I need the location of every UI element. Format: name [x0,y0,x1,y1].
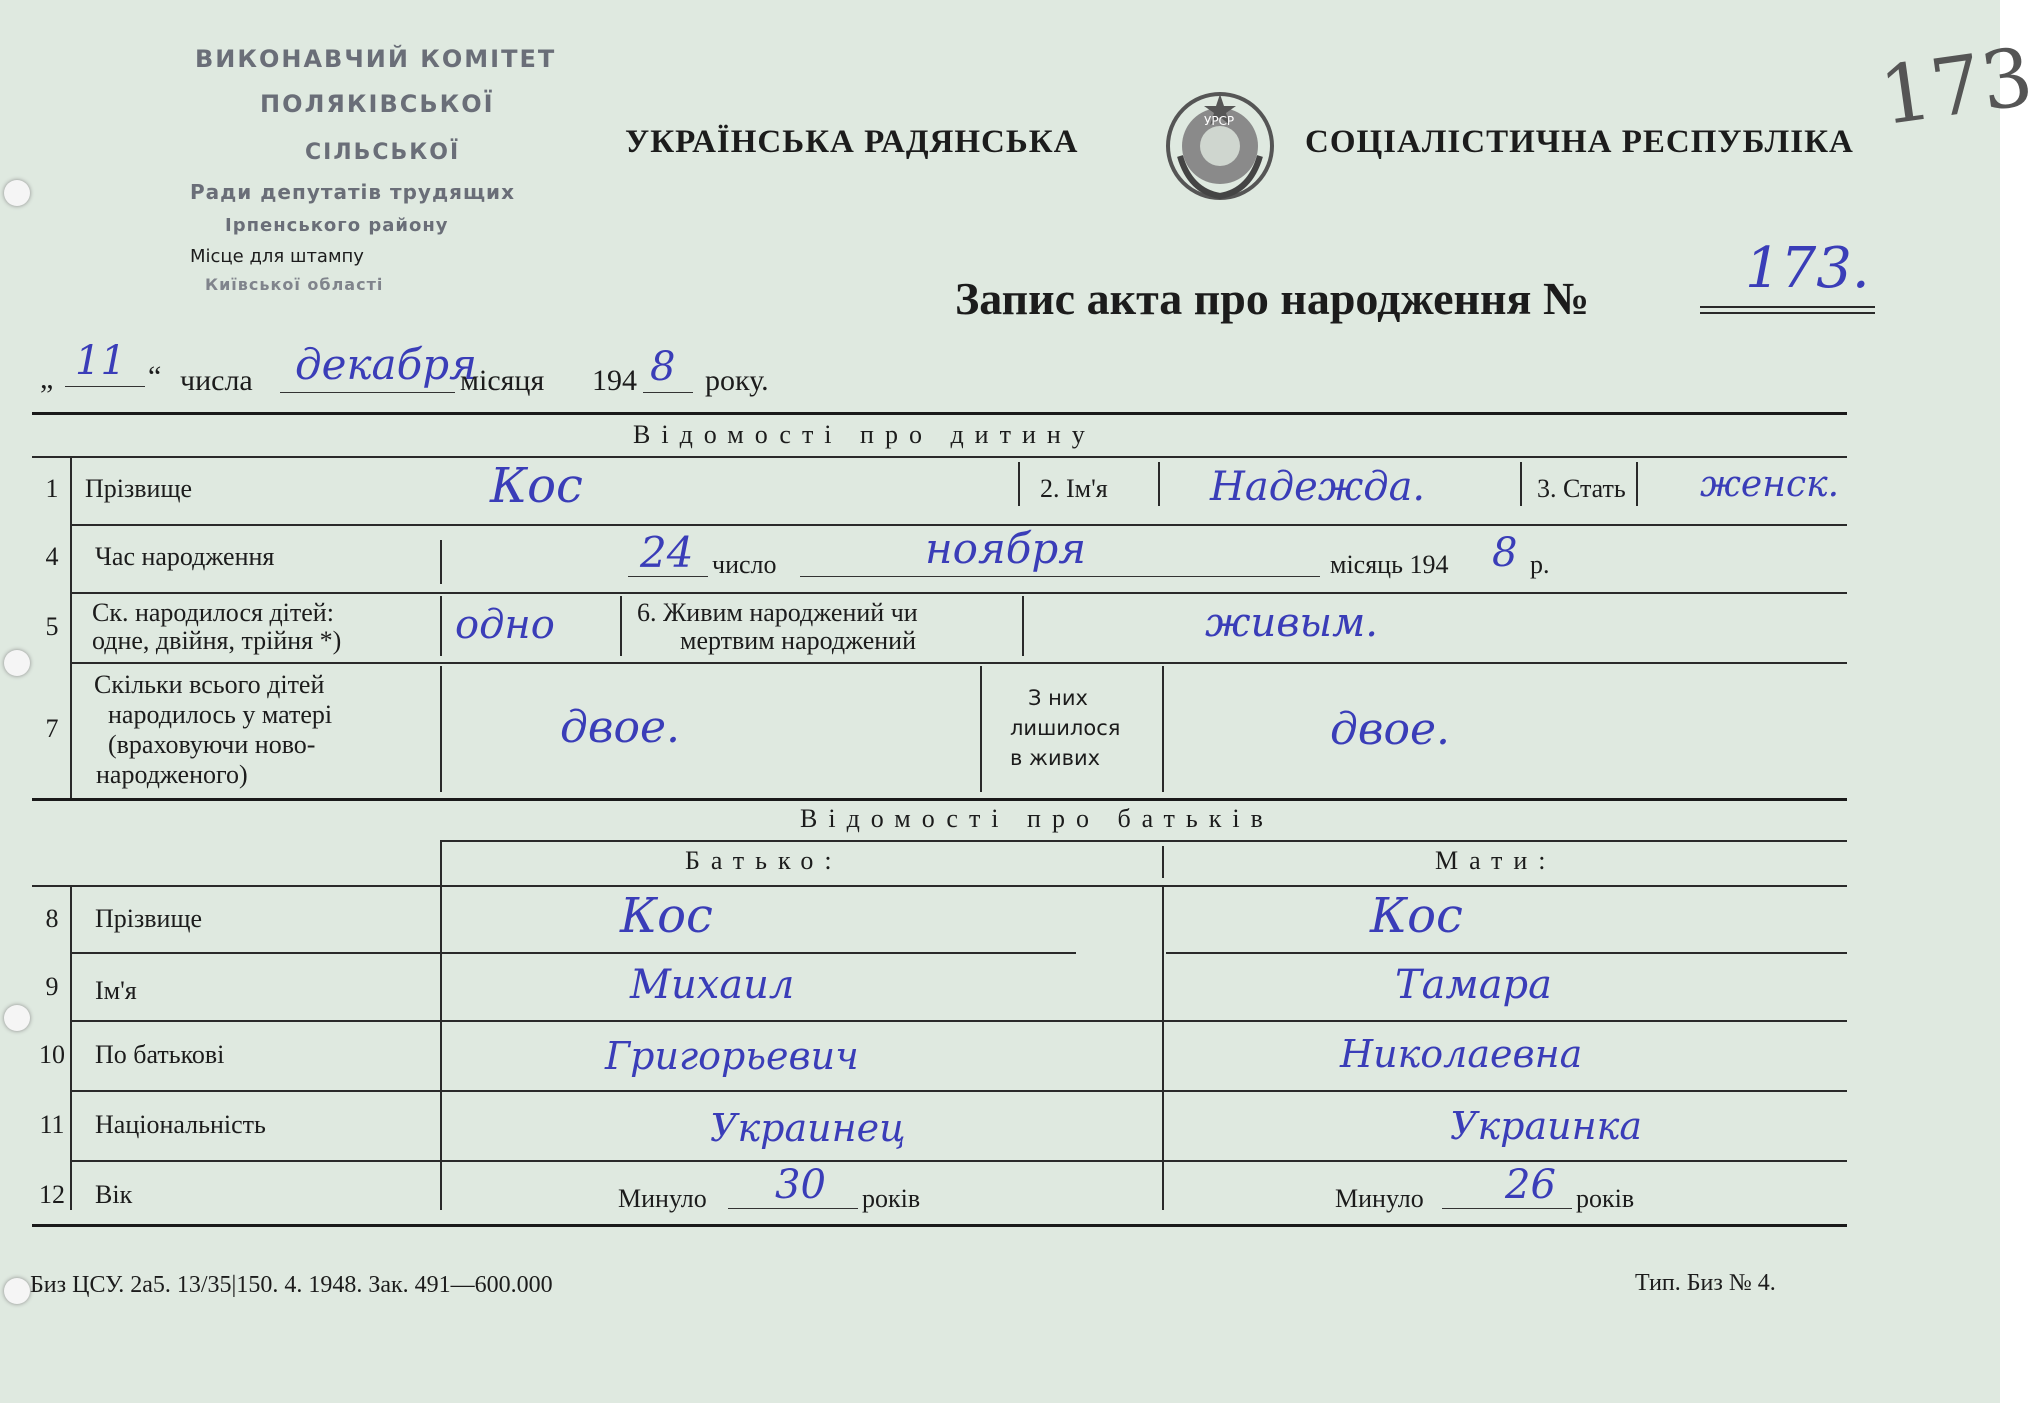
total-children-label: (враховуючи ново- [108,730,316,759]
child-sex: женск. [1700,464,1840,505]
date-word-year: року. [705,364,769,397]
stamp-line: ВИКОНАВЧИЙ КОМІТЕТ [195,45,557,73]
date-month: декабря [295,340,477,389]
mother-name: Тамара [1395,962,1552,1008]
date-day: 11 [75,338,126,384]
section-child-heading: Відомості про дитину [633,420,1096,449]
form-title: Запис акта про народження № [955,273,1590,324]
section-parents-heading: Відомості про батьків [800,804,1274,833]
birth-time-label: Час народження [95,542,275,571]
punch-hole [4,1278,30,1304]
row-number: 1 [45,474,59,503]
child-name: Надежда. [1210,464,1426,510]
footer-printer: Тип. Биз № 4. [1635,1270,1776,1296]
alive-children: двое. [1330,704,1451,755]
parent-name-label: Ім'я [95,976,137,1005]
stamp-line: СІЛЬСЬКОЇ [305,140,461,165]
name-label: 2. Ім'я [1040,474,1108,503]
emblem-text: УРСР [1204,114,1235,128]
father-surname: Кос [620,888,713,944]
row-number: 8 [45,904,59,933]
father-nationality: Украинец [710,1106,906,1150]
date-year-prefix: 194 [592,364,637,397]
soviet-emblem [1160,86,1280,206]
birth-word-year: р. [1530,550,1550,579]
header-left: УКРАЇНСЬКА РАДЯНСЬКА [625,124,1079,160]
children-count: одно [455,602,555,648]
father-patronymic: Григорьевич [605,1034,859,1078]
footer-print-info: Биз ЦСУ. 2а5. 13/35|150. 4. 1948. Зак. 491—600.000 [30,1272,553,1298]
stamp-line: Київської області [205,275,384,294]
stamp-line: Ірпенського району [225,215,449,236]
father-age-word: Минуло [618,1184,707,1213]
row-number: 5 [45,612,59,641]
stamp-line: Ради депутатів трудящих [190,180,515,204]
alive-children-label: лишилося [1010,716,1121,740]
total-children: двое. [560,702,681,753]
father-name: Михаил [630,962,795,1008]
mother-nationality: Украинка [1450,1104,1642,1148]
punch-hole [4,1005,30,1031]
row-number: 10 [39,1040,65,1069]
alive-label: 6. Живим народжений чи [637,598,918,627]
birth-year-digit: 8 [1492,530,1518,576]
header-right: СОЦІАЛІСТИЧНА РЕСПУБЛІКА [1305,124,1854,160]
sex-label: 3. Стать [1537,474,1626,503]
row-number: 9 [45,972,59,1001]
patronymic-label: По батькові [95,1040,225,1069]
birth-day: 24 [640,528,694,577]
page-number: 173 [1874,29,2038,144]
birth-month: ноября [925,524,1087,573]
child-surname: Кос [490,458,583,514]
stamp-line: ПОЛЯКІВСЬКОЇ [260,90,495,118]
father-age: 30 [775,1162,826,1208]
children-count-label: одне, двійня, трійня *) [92,626,342,655]
alive-value: живым. [1205,600,1378,646]
birth-word-day: число [712,550,777,579]
date-close-quote: “ [148,360,162,393]
row-number: 12 [39,1180,65,1209]
mother-age-word: Минуло [1335,1184,1424,1213]
nationality-label: Національність [95,1110,266,1139]
alive-label: мертвим народжений [680,626,916,655]
row-number: 4 [45,542,59,571]
record-number: 173. [1745,236,1870,301]
total-children-label: народженого) [96,760,248,789]
mother-patronymic: Николаевна [1340,1032,1583,1076]
stamp-caption: Місце для штампу [190,246,364,267]
surname-label: Прізвище [85,474,193,503]
punch-hole [4,650,30,676]
row-number: 11 [39,1110,65,1139]
father-years-word: років [862,1184,921,1213]
date-open-quote: „ [40,362,54,395]
mother-years-word: років [1576,1184,1635,1213]
birth-word-month: місяць 194 [1330,550,1449,579]
date-word-month: місяця [460,364,545,397]
father-heading: Батько: [685,846,843,875]
date-year-digit: 8 [650,344,676,390]
alive-children-label: в живих [1010,746,1101,770]
parent-surname-label: Прізвище [95,904,203,933]
total-children-label: Скільки всього дітей [94,670,325,699]
alive-children-label: З них [1028,686,1088,710]
age-label: Вік [95,1180,133,1209]
date-word-day: числа [180,364,253,397]
children-count-label: Ск. народилося дітей: [92,598,334,627]
mother-heading: Мати: [1435,846,1557,875]
punch-hole [4,180,30,206]
mother-age: 26 [1505,1162,1556,1208]
total-children-label: народилось у матері [108,700,333,729]
row-number: 7 [45,714,59,743]
mother-surname: Кос [1370,888,1463,944]
